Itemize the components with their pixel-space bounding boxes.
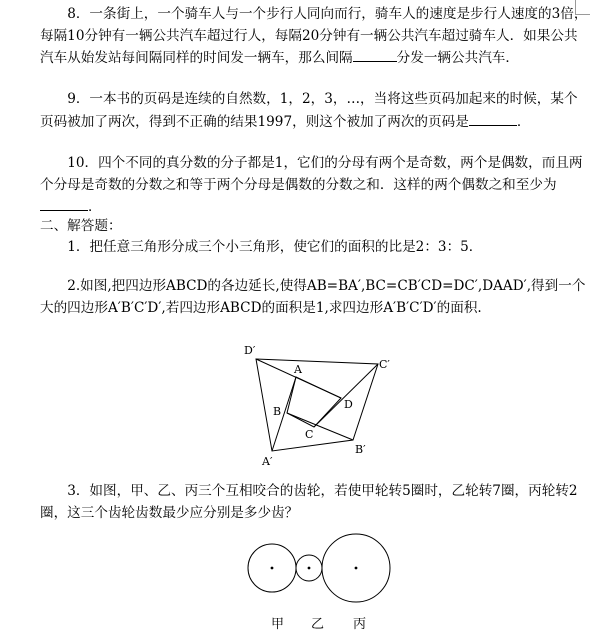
label-c: C xyxy=(305,428,314,441)
question-3: 3．如图，甲、乙、丙三个互相咬合的齿轮，若使甲轮转5圈时，乙轮转7圈，丙轮转2圈，这三个齿轮齿数最少应分别是多少齿？ xyxy=(40,483,578,521)
problem-10 xyxy=(40,153,590,219)
gears-figure xyxy=(245,528,405,633)
label-c-prime: C′ xyxy=(379,358,390,371)
problem-10-text-end: ． xyxy=(88,199,102,215)
answer-blank-8[interactable] xyxy=(353,47,397,62)
answer-blank-10[interactable] xyxy=(40,196,88,211)
answer-blank-9[interactable] xyxy=(469,111,517,126)
problem-8-text: 8．一条街上，一个骑车人与一个步行人同向而行，骑车人的速度是步行人速度的3倍，每隔10分钟有一辆公共汽车超过行人，每隔20分钟有一辆公共汽车超过骑车人．如果公共汽车从始发站每间隔同样的时间发一辆车，那么间隔 xyxy=(40,6,588,66)
problem-9-text-end: ． xyxy=(516,113,531,130)
extension-bc xyxy=(287,413,353,440)
gear-bing-center xyxy=(355,567,358,570)
problem-9 xyxy=(40,89,590,133)
label-a-prime: A′ xyxy=(262,455,273,468)
label-b: B xyxy=(273,405,282,418)
label-jia: 甲 xyxy=(271,617,285,632)
label-bing: 丙 xyxy=(353,617,367,632)
label-yi: 乙 xyxy=(311,617,325,632)
problem-9-text: 9．一本书的页码是连续的自然数，1，2，3，…，当将这些页码加起来的时候，某个页码被加了两次，得到不正确的结果1997，则这个被加了两次的页码是 xyxy=(40,91,578,130)
problem-10-text: 10．四个不同的真分数的分子都是1，它们的分母有两个是奇数，两个是偶数，而且两个分母是奇数的分数之和等于两个分母是偶数的分数之和．这样的两个偶数之和至少为 xyxy=(40,155,583,193)
problem-8-text-end: 分发一辆公共汽车． xyxy=(396,50,519,66)
label-d: D xyxy=(344,398,353,411)
gear-yi-center xyxy=(308,567,311,570)
question-1: 1．把任意三角形分成三个小三角形，使它们的面积的比是2：3：5． xyxy=(67,239,483,255)
label-b-prime: B′ xyxy=(355,443,366,456)
section-2-heading: 二、解答题： xyxy=(40,218,122,234)
quadrilateral-figure xyxy=(230,338,410,478)
problem-8 xyxy=(40,4,590,70)
extension-cd xyxy=(314,364,378,427)
inner-quadrilateral xyxy=(287,377,341,427)
gear-jia-center xyxy=(271,567,274,570)
label-d-prime: D′ xyxy=(244,344,256,357)
label-a: A xyxy=(294,363,302,376)
question-2: 2.如图,把四边形ABCD的各边延长,使得AB=BA′,BC=CB′CD=DC′,DAAD′,得到一个大的四边形A′B′C′D′,若四边形ABCD的面积是1,求四边形A′B′C′D′的面积. xyxy=(40,278,586,316)
